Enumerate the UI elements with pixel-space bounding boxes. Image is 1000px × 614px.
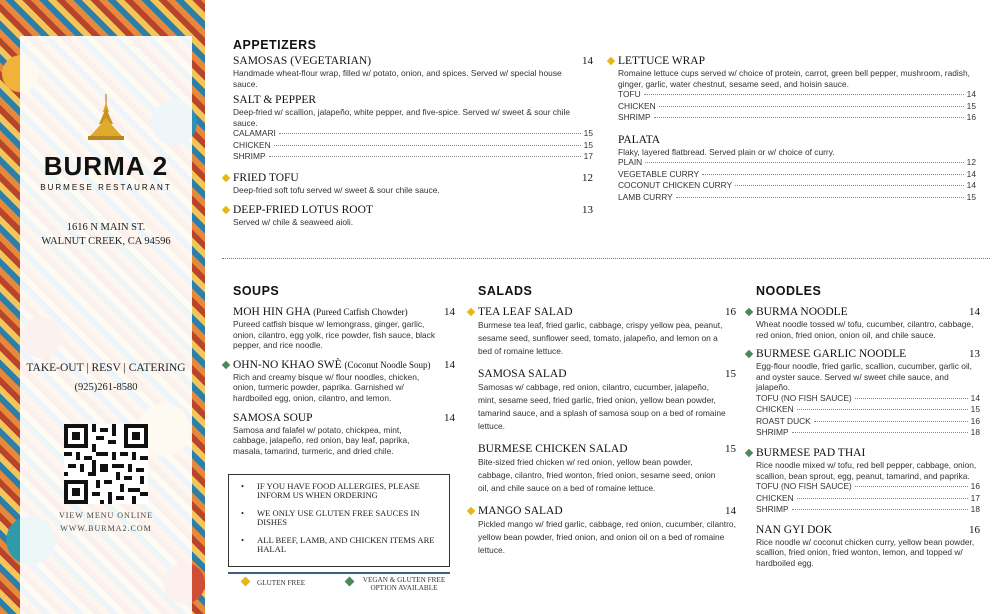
vegan-icon: [345, 577, 355, 587]
menu-item-samosas: [233, 55, 593, 89]
item-note: (Pureed Catfish Chowder): [313, 307, 408, 317]
soups-section: [233, 284, 455, 456]
menu-item-samosa-soup: [233, 412, 455, 457]
leader-dots: [659, 106, 964, 107]
option-row: [618, 101, 976, 113]
item-name: BURMESE CHICKEN SALAD: [478, 443, 628, 455]
leader-dots: [855, 486, 968, 487]
item-name: SALT & PEPPER: [233, 94, 317, 107]
appetizers-right-column: [618, 55, 976, 203]
item-description: Deep-fried soft tofu served w/ sweet & sour chile sauce.: [233, 184, 440, 195]
item-name: BURMA NOODLE: [756, 306, 848, 318]
section-title-salads: SALADS: [478, 284, 533, 298]
option-label: CHICKEN: [756, 492, 794, 503]
menu-item-nan-gyi-dok: [756, 524, 980, 569]
menu-item-garlic-noodle: [756, 348, 980, 439]
vegan-icon: [222, 361, 230, 369]
item-description: Pickled mango w/ fried garlic, cabbage, red onion, cucumber, cilantro, yellow bean powder, fried onion, and onion oil on a bed of romaine lettuce.: [478, 519, 736, 555]
gluten-free-icon: [607, 57, 615, 65]
option-row: [618, 192, 976, 204]
option-label: ROAST DUCK: [756, 415, 811, 426]
leader-dots: [797, 409, 968, 410]
gluten-free-icon: [467, 507, 475, 515]
option-price: 18: [970, 504, 980, 515]
brand-panel: [20, 36, 192, 614]
item-name: SAMOSA SOUP: [233, 411, 313, 424]
item-description: Wheat noodle tossed w/ tofu, cucumber, cilantro, cabbage, red onion, fried onion, onion oil, and chile sauce.: [756, 319, 974, 340]
option-price: 14: [966, 168, 976, 179]
option-row: [756, 416, 980, 428]
menu-item-mango-salad: [478, 505, 736, 557]
services: TAKE-OUT | RESV | CATERING: [26, 362, 186, 374]
item-price: 14: [444, 358, 455, 371]
brand-name: BURMA 2: [43, 151, 169, 181]
item-description: Romaine lettuce cups served w/ choice of protein, carrot, green bell pepper, mushroom, radish, ginger, garlic, water chestnut, sesame seed, and hoisin sauce.: [618, 68, 970, 89]
item-price: 13: [969, 348, 980, 361]
item-name: BURMESE PAD THAI: [756, 446, 866, 459]
section-title-soups: SOUPS: [233, 284, 280, 298]
item-description: Rice noodle w/ coconut chicken curry, yellow bean powder, scallion, fried onion, fried wonton, lemon, and topped w/ hardboiled egg.: [756, 536, 975, 568]
menu-item-salt-pepper: [233, 94, 593, 163]
option-row: [756, 481, 980, 493]
item-price: 12: [582, 171, 593, 184]
leader-dots: [279, 133, 581, 134]
vegan-icon: [745, 449, 753, 457]
allergy-notice: [228, 474, 450, 567]
leader-dots: [735, 185, 964, 186]
option-label: TOFU: [618, 89, 641, 100]
option-label: TOFU (NO FISH SAUCE): [756, 481, 852, 492]
gluten-free-icon: [222, 174, 230, 182]
option-label: TOFU (NO FISH SAUCE): [756, 392, 852, 403]
option-price: 18: [970, 427, 980, 438]
notice-item: • ALL BEEF, LAMB, AND CHICKEN ITEMS ARE HALAL: [237, 536, 441, 555]
item-price: 14: [444, 306, 455, 318]
item-price: 16: [969, 523, 980, 536]
option-price: 12: [966, 157, 976, 168]
leader-dots: [644, 94, 964, 95]
decorative-border: [0, 0, 205, 614]
notice-item: • IF YOU HAVE FOOD ALLERGIES, PLEASE INFORM US WHEN ORDERING: [237, 482, 441, 501]
legend-rule: [228, 572, 450, 574]
item-description: Served w/ chile & seaweed aioli.: [233, 217, 354, 228]
address: [20, 221, 192, 249]
item-description: Burmese tea leaf, fried garlic, cabbage, crispy yellow pea, peanut, sesame seed, sunflower seed, tomato, jalapeño, and lemon on a bed of romaine lettuce.: [478, 320, 723, 356]
item-name: [233, 306, 408, 318]
menu-item-palata: [618, 134, 976, 204]
option-row: [618, 112, 976, 124]
option-row: [756, 427, 980, 439]
option-row: [233, 151, 593, 163]
option-row: [756, 393, 980, 405]
view-menu-label: VIEW MENU ONLINE: [58, 511, 154, 520]
leader-dots: [645, 162, 963, 163]
item-name: MANGO SALAD: [478, 505, 563, 517]
section-divider: [222, 258, 990, 259]
item-description: Bite-sized fried chicken w/ red onion, yellow bean powder, cabbage, cilantro, fried wonton, fried onion, sesame seed, onion oil, and chile sauce on a bed of romaine lettuce.: [478, 457, 716, 493]
option-price: 15: [966, 191, 976, 202]
leader-dots: [792, 432, 968, 433]
item-name-text: OHN-NO KHAO SWÈ: [233, 358, 342, 371]
option-price: 15: [583, 139, 593, 150]
option-price: 15: [970, 404, 980, 415]
item-description: Handmade wheat-flour wrap, filled w/ potato, onion, and spices. Served w/ special house sauce.: [233, 68, 562, 89]
appetizers-left-column: [233, 55, 593, 228]
item-name: LETTUCE WRAP: [618, 55, 705, 67]
option-label: CHICKEN: [233, 139, 271, 150]
option-label: CALAMARI: [233, 128, 276, 139]
menu-item-lettuce-wrap: [618, 55, 976, 124]
option-row: [756, 404, 980, 416]
option-price: 17: [970, 492, 980, 503]
phone-number[interactable]: (925)261-8580: [74, 382, 138, 393]
leader-dots: [654, 117, 964, 118]
item-name: DEEP-FRIED LOTUS ROOT: [233, 204, 373, 217]
option-label: PLAIN: [618, 157, 643, 168]
item-name: [233, 359, 430, 371]
option-row: [756, 493, 980, 505]
legend-label: GLUTEN FREE: [257, 579, 306, 587]
option-label: CHICKEN: [756, 404, 794, 415]
item-name: SAMOSA SALAD: [478, 368, 567, 380]
option-label: SHRIMP: [756, 504, 789, 515]
option-price: 14: [966, 180, 976, 191]
leader-dots: [274, 145, 581, 146]
gluten-free-icon: [222, 206, 230, 214]
brand-subtitle: BURMESE RESTAURANT: [40, 183, 172, 192]
option-label: SHRIMP: [233, 151, 266, 162]
menu-item-pad-thai: [756, 447, 980, 516]
item-price: 15: [725, 368, 736, 380]
menu-item-ohn-no-khao-swe: [233, 359, 455, 404]
notice-item: • WE ONLY USE GLUTEN FREE SAUCES IN DISHES: [237, 509, 441, 528]
option-row: [618, 169, 976, 181]
legend-label: VEGAN & GLUTEN FREE OPTION AVAILABLE: [362, 576, 446, 592]
salads-section: [478, 284, 736, 557]
vegan-icon: [745, 350, 753, 358]
option-label: SHRIMP: [756, 427, 789, 438]
leader-dots: [269, 156, 581, 157]
item-price: 14: [444, 411, 455, 424]
menu-item-samosa-salad: [478, 368, 736, 433]
item-name: SAMOSAS (VEGETARIAN): [233, 55, 372, 67]
option-price: 16: [970, 481, 980, 492]
legend-gluten-free: [242, 576, 305, 587]
leader-dots: [797, 498, 968, 499]
item-description: Samosa and falafel w/ potato, chickpea, mint, cabbage, jalapeño, red onion, bay leaf, paprika, masala, tamarind, turmeric, and dried chile.: [233, 424, 410, 456]
option-label: SHRIMP: [618, 112, 651, 123]
option-label: VEGETABLE CURRY: [618, 168, 700, 179]
item-price: 14: [582, 55, 593, 67]
leader-dots: [676, 197, 964, 198]
option-price: 16: [966, 112, 976, 123]
leader-dots: [814, 421, 968, 422]
item-price: 15: [725, 443, 736, 455]
leader-dots: [855, 398, 968, 399]
item-price: 13: [582, 204, 593, 217]
item-name: NAN GYI DOK: [756, 523, 833, 536]
item-description: Pureed catfish bisque w/ lemongrass, ginger, garlic, onion, cilantro, egg yolk, rice powder, fish sauce, black pepper, and rice noodle.: [233, 319, 436, 351]
section-title-noodles: NOODLES: [756, 284, 822, 298]
item-name-text: MOH HIN GHA: [233, 306, 311, 318]
address-line-2: WALNUT CREEK, CA 94596: [41, 236, 171, 247]
item-name: BURMESE GARLIC NOODLE: [756, 348, 907, 361]
item-name: FRIED TOFU: [233, 171, 299, 184]
option-row: [233, 128, 593, 140]
legend-vegan: [346, 576, 447, 592]
leader-dots: [792, 509, 968, 510]
option-label: LAMB CURRY: [618, 191, 673, 202]
logo: [20, 94, 192, 192]
option-row: [756, 504, 980, 516]
qr-code[interactable]: [64, 424, 148, 504]
item-name: TEA LEAF SALAD: [478, 306, 573, 318]
item-price: 14: [725, 505, 736, 517]
menu-item-lotus-root: [233, 204, 593, 228]
option-price: 14: [966, 89, 976, 100]
gluten-free-icon: [241, 577, 251, 587]
option-row: [233, 140, 593, 152]
menu-item-fried-tofu: [233, 172, 593, 196]
website-link[interactable]: WWW.BURMA2.COM: [60, 524, 152, 533]
gluten-free-icon: [467, 308, 475, 316]
item-description: Rich and creamy bisque w/ flour noodles, chicken, onion, turmeric powder, paprika. Garnished w/ hardboiled egg, onion, cilantro, and lemon.: [233, 371, 420, 403]
menu-item-moh-hin-gha: [233, 306, 455, 351]
noodles-section: [756, 284, 980, 568]
option-price: 16: [970, 415, 980, 426]
item-description: Egg-flour noodle, fried garlic, scallion, cucumber, garlic oil, and oyster sauce. Served w/ sweet chile sauce, and jalapeño.: [756, 361, 972, 393]
option-price: 15: [583, 128, 593, 139]
section-title-appetizers: APPETIZERS: [233, 38, 317, 52]
item-description: Samosas w/ cabbage, red onion, cilantro, cucumber, jalapeño, mint, sesame seed, fried garlic, fried onion, yellow bean powder, tamarind sauce, and a splash of samosa soup on a bed of romaine lettuce.: [478, 382, 726, 431]
item-price: 16: [725, 306, 736, 318]
option-price: 14: [970, 392, 980, 403]
option-price: 17: [583, 151, 593, 162]
option-label: COCONUT CHICKEN CURRY: [618, 180, 733, 191]
address-line-1: 1616 N MAIN ST.: [66, 222, 146, 233]
view-menu-online: [20, 509, 192, 535]
leader-dots: [702, 174, 964, 175]
appetizers-section: [233, 38, 593, 52]
item-note: (Coconut Noodle Soup): [344, 359, 431, 370]
pagoda-icon: [86, 94, 126, 142]
item-description: Flaky, layered flatbread. Served plain or w/ choice of curry.: [618, 146, 835, 157]
menu-item-chicken-salad: [478, 443, 736, 495]
item-name: PALATA: [618, 133, 661, 146]
option-row: [618, 157, 976, 169]
item-description: Deep-fried w/ scallion, jalapeño, white pepper, and five-spice. Served w/ sweet & sour chile sauce.: [233, 107, 571, 128]
option-label: CHICKEN: [618, 100, 656, 111]
option-row: [618, 180, 976, 192]
vegan-icon: [745, 308, 753, 316]
option-row: [618, 89, 976, 101]
menu-item-burma-noodle: [756, 306, 980, 340]
menu-item-tea-leaf-salad: [478, 306, 736, 358]
item-price: 14: [969, 306, 980, 318]
item-description: Rice noodle mixed w/ tofu, red bell pepper, cabbage, onion, scallion, bean sprout, egg, peanut, tamarind, and paprika.: [756, 459, 977, 481]
option-price: 15: [966, 100, 976, 111]
